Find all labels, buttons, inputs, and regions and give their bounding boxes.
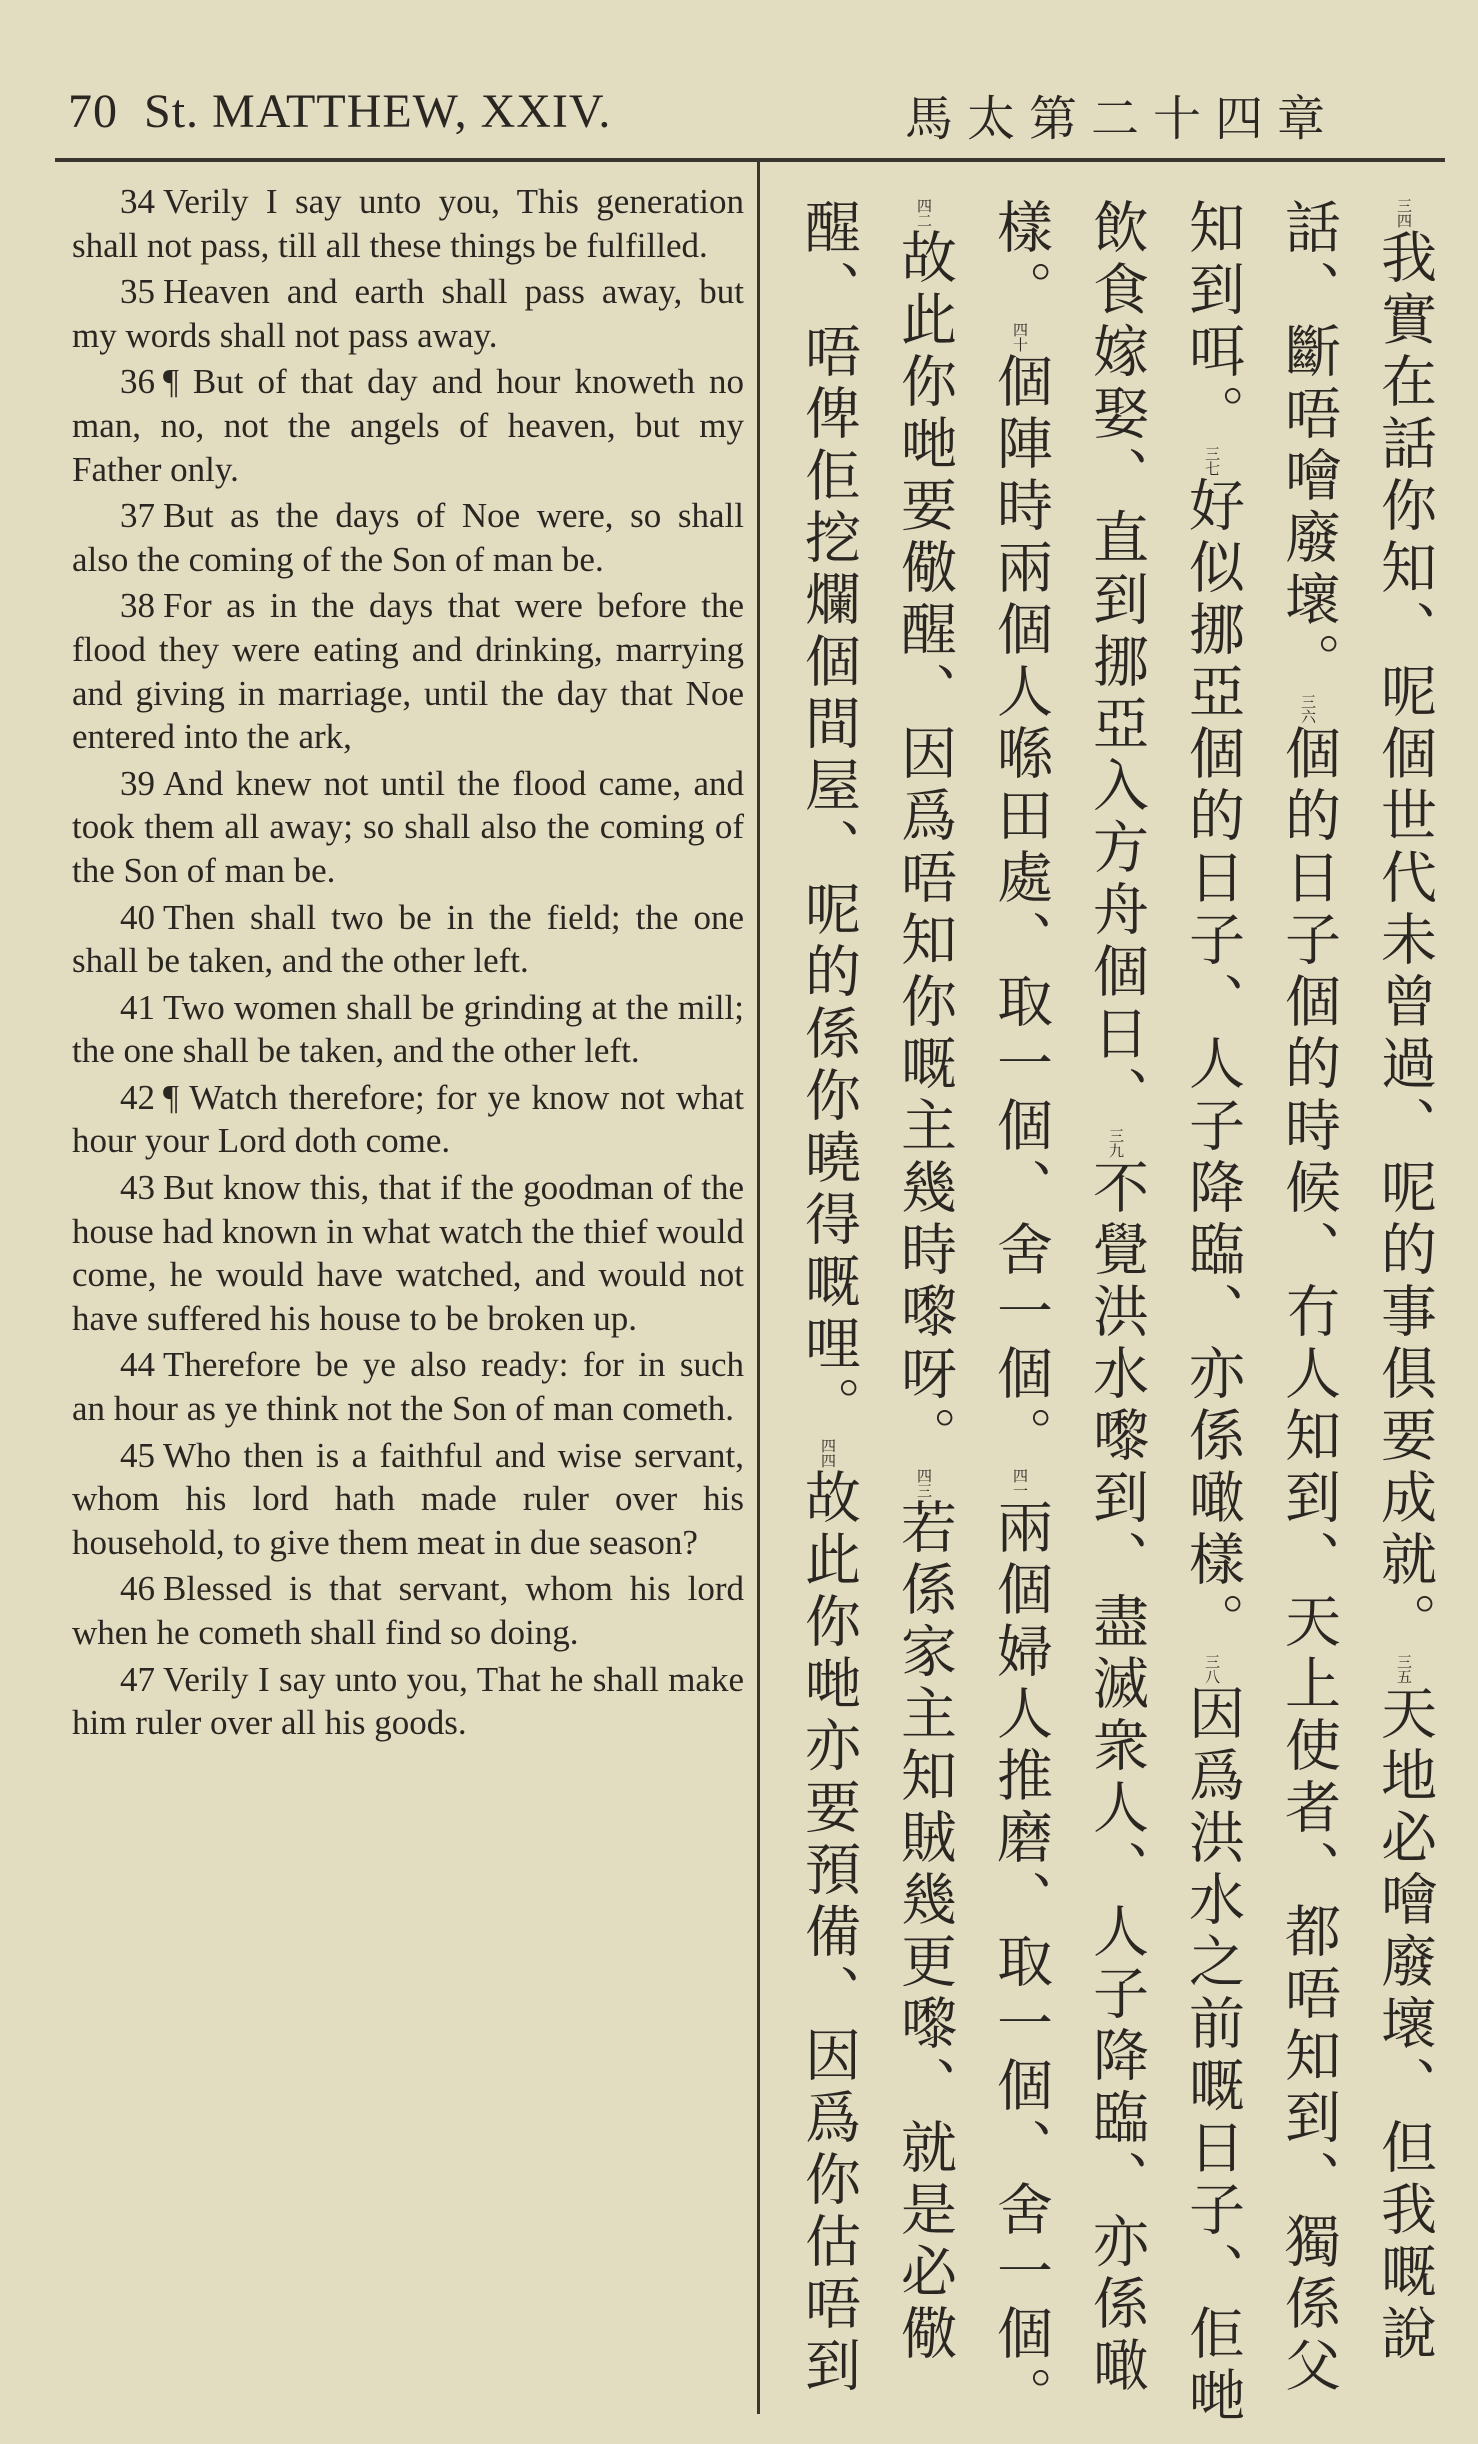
verse-text: ¶ But of that day and hour knoweth no man, no, not the angels of heaven, but my Father only. (72, 362, 744, 489)
chinese-text: 個陣時兩個人喺田處、取一個、舍一個。 (988, 352, 1053, 1468)
verse-text: Heaven and earth shall pass away, but my words shall not pass away. (72, 272, 744, 355)
column-divider (757, 162, 760, 2414)
verse-44 (72, 1343, 744, 1430)
verse-text: But as the days of Noe were, so shall also the coming of the Son of man be. (72, 496, 744, 579)
verse-number: 40 (120, 897, 155, 937)
chinese-text: 若係家主知賊幾更嚟、就是必儆醒、唔俾佢挖爛個間屋、呢的係你曉得嘅哩。 (796, 198, 957, 2366)
verse-45 (72, 1434, 744, 1565)
verse-marker: 四四 (819, 1438, 837, 1468)
verse-38 (72, 584, 744, 758)
verse-number: 43 (120, 1168, 155, 1208)
chinese-verse (988, 1468, 1053, 2428)
english-column (72, 180, 744, 1748)
verse-37 (72, 494, 744, 581)
verse-34 (72, 180, 744, 267)
chinese-verse (892, 198, 957, 1468)
chinese-text: 天地必噲廢壞、但我嘅說話、斷唔噲廢壞。 (1276, 198, 1437, 2366)
verse-36 (72, 360, 744, 491)
chinese-verse (1372, 198, 1437, 1654)
header-rule (55, 158, 1445, 162)
chinese-verse (1180, 446, 1245, 1654)
verse-number: 46 (120, 1569, 155, 1609)
verse-text: But know this, that if the goodman of the house had known in what watch the thief would come, he would have watched, and would not have suffered his house to be broken up. (72, 1168, 744, 1338)
verse-text: Blessed is that servant, whom his lord when he cometh shall find so doing. (72, 1569, 744, 1652)
verse-42 (72, 1076, 744, 1163)
chinese-text: 個的日子個的時候、冇人知到、天上使者、都唔知到、獨係父知到咡。 (1180, 198, 1341, 2398)
chinese-text: 兩個婦人推磨、取一個、舍一個。 (988, 1498, 1053, 2428)
english-title: St. MATTHEW, XXIV. (144, 85, 612, 138)
verse-marker: 三八 (1203, 1654, 1221, 1684)
verse-number: 42 (120, 1077, 155, 1117)
verse-marker: 三六 (1299, 694, 1317, 724)
verse-marker: 四三 (915, 1468, 933, 1498)
chinese-text: 故此你哋要儆醒、因爲唔知你嘅主幾時嚟呀。 (892, 228, 957, 1468)
verse-marker: 三五 (1395, 1654, 1413, 1684)
verse-text: Two women shall be grinding at the mill; the one shall be taken, and the other left. (72, 987, 744, 1071)
verse-39 (72, 762, 744, 893)
chinese-text: 我實在話你知、呢個世代未曾過、呢的事俱要成就。 (1372, 228, 1437, 1654)
chinese-column (772, 198, 1452, 2438)
verse-number: 34 (120, 182, 155, 221)
verse-number: 47 (120, 1659, 155, 1699)
chinese-text: 好似挪亞個的日子、人子降臨、亦係噉樣。 (1180, 476, 1245, 1654)
verse-35 (72, 270, 744, 357)
verse-marker: 三七 (1203, 446, 1221, 476)
verse-text: Verily I say unto you, This generation shall not pass, till all these things be fulfilled. (72, 182, 744, 265)
chinese-text: 故此你哋亦要預備、因爲你估唔到 (796, 1468, 861, 2398)
verse-marker: 三九 (1107, 1128, 1125, 1158)
chinese-title: 馬太第二十四章 (905, 91, 1340, 147)
header-english (68, 84, 611, 139)
verse-marker: 四二 (915, 198, 933, 228)
verse-text: Then shall two be in the field; the one shall be taken, and the other left. (72, 897, 744, 981)
verse-marker: 三四 (1395, 198, 1413, 228)
verse-number: 41 (120, 987, 155, 1027)
verse-41 (72, 986, 744, 1073)
verse-number: 39 (120, 763, 155, 803)
verse-40 (72, 896, 744, 983)
verse-text: Verily I say unto you, That he shall make him ruler over all his goods. (72, 1659, 744, 1743)
verse-43 (72, 1166, 744, 1340)
verse-text: And knew not until the flood came, and took them all away; so shall also the coming of the Son of man be. (72, 763, 744, 890)
page-number: 70 (68, 85, 118, 138)
verse-marker: 四一 (1011, 1468, 1029, 1498)
verse-text: For as in the days that were before the flood they were eating and drinking, marrying and giving in marriage, until the day that Noe entered into the ark, (72, 586, 744, 757)
verse-number: 44 (120, 1345, 155, 1385)
verse-text: Therefore be ye also ready: for in such an hour as ye think not the Son of man cometh. (72, 1345, 744, 1429)
verse-number: 38 (120, 586, 155, 626)
verse-number: 37 (120, 496, 155, 536)
verse-number: 36 (120, 362, 155, 402)
verse-text: Who then is a faithful and wise servant, whom his lord hath made ruler over his household, to give them meat in due season? (72, 1435, 744, 1562)
verse-46 (72, 1567, 744, 1654)
verse-text: ¶ Watch therefore; for ye know not what hour your Lord doth come. (72, 1077, 744, 1161)
chinese-text: 不覺洪水嚟到、盡滅衆人、人子降臨、亦係噉樣。 (988, 198, 1149, 2398)
verse-marker: 四十 (1011, 322, 1029, 352)
verse-number: 45 (120, 1435, 155, 1475)
verse-47 (72, 1658, 744, 1745)
chinese-verse (988, 322, 1053, 1468)
verse-number: 35 (120, 272, 155, 312)
chinese-text: 因爲洪水之前嘅日子、佢哋飲食嫁娶、直到挪亞入方舟個日、 (1084, 198, 1245, 2428)
